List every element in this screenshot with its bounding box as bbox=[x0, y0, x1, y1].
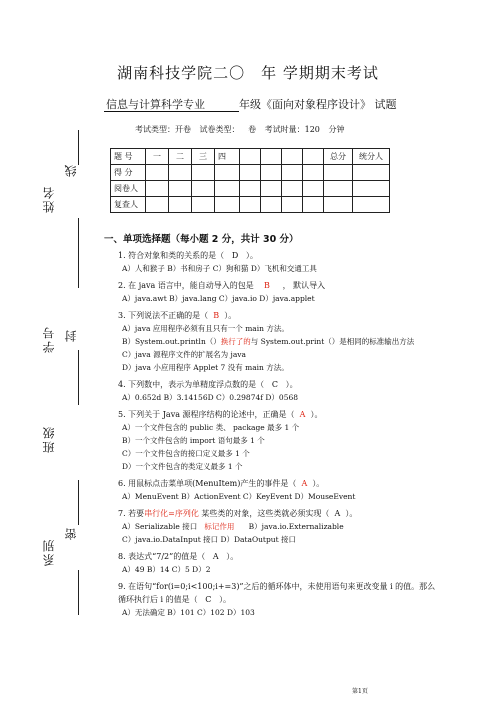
course-name: 年级《面向对象程序设计》 试题 bbox=[238, 98, 397, 111]
answer: B bbox=[213, 311, 220, 320]
table-cell: 阅卷人 bbox=[111, 181, 146, 197]
question-7-options-ab: A）Serializable 接口 标记作用 B）java.io.Externalizable bbox=[122, 522, 344, 531]
seal-line-mark: 线 bbox=[64, 165, 78, 177]
question-3-option-a: A）java 应用程序必须有且只有一个 main 方法。 bbox=[122, 324, 289, 333]
name-label: 姓名 bbox=[42, 185, 56, 213]
table-cell: 一 bbox=[146, 149, 169, 165]
table-row bbox=[111, 181, 390, 197]
question-7-options-cd: C）java.io.DataInput 接口 D）DataOutput 接口 bbox=[122, 535, 296, 544]
question-5-option-c: C）一个文件包含的接口定义最多 1 个 bbox=[122, 449, 250, 458]
seal-mark: 封 bbox=[64, 330, 78, 342]
question-8-options: A）49 B）14 C）5 D）2 bbox=[122, 565, 211, 574]
table-cell bbox=[240, 149, 261, 165]
question-2-options: A）java.awt B）java.lang C）java.io D）java.applet bbox=[122, 294, 315, 303]
answer: C bbox=[271, 380, 278, 389]
question-3-option-b: B）System.out.println（）换行了的与 System.out.print（）是相同的标准输出方法 bbox=[122, 337, 415, 346]
score-table bbox=[110, 148, 390, 213]
question-4: 4. 下列数中，表示为单精度浮点数的是（ C ）。 bbox=[118, 380, 298, 389]
question-4-options: A）0.652d B）3.14156D C）0.29874f D）0568 bbox=[122, 393, 299, 402]
question-9-line-2: 循环执行后 i 的值是（ C ）。 bbox=[118, 595, 232, 604]
section-heading: 一、单项选择题（每小题 2 分，共计 30 分） bbox=[104, 234, 299, 245]
question-1-options: A）人和猴子 B）书和房子 C）狗和猫 D）飞机和交通工具 bbox=[122, 264, 317, 273]
binding-line bbox=[78, 218, 79, 288]
question-3: 3. 下列说法不正确的是（ B ）。 bbox=[118, 311, 237, 320]
binding-line bbox=[78, 570, 79, 615]
table-cell: 复查人 bbox=[111, 197, 146, 213]
answer: D bbox=[231, 251, 239, 260]
answer: A bbox=[212, 552, 219, 561]
table-row bbox=[111, 197, 390, 213]
table-cell: 总分 bbox=[324, 149, 353, 165]
table-cell: 四 bbox=[215, 149, 240, 165]
table-cell: 得 分 bbox=[111, 165, 146, 181]
table-cell bbox=[282, 149, 303, 165]
question-3-option-c: C）java 源程序文件的扩展名为 java bbox=[122, 350, 247, 359]
table-cell: 二 bbox=[169, 149, 192, 165]
class-label: 班级 bbox=[42, 425, 56, 453]
grade-blank bbox=[207, 98, 239, 112]
table-cell: 三 bbox=[192, 149, 215, 165]
question-5-option-d: D）一个文件包含的类定义最多 1 个 bbox=[122, 462, 243, 471]
exam-title: 湖南科技学院二〇 年 学期期末考试 bbox=[117, 64, 379, 82]
binding-line bbox=[78, 350, 79, 405]
binding-line bbox=[78, 480, 79, 525]
question-8: 8. 表达式“7/2”的值是（ A ）。 bbox=[118, 552, 239, 561]
table-cell bbox=[261, 149, 282, 165]
table-cell: 题 号 bbox=[111, 149, 146, 165]
question-9-options: A）无法确定 B）101 C）102 D）103 bbox=[122, 608, 255, 617]
question-2: 2. 在 java 语言中，能自动导入的包是 B ， 默认导入 bbox=[118, 281, 326, 290]
question-5-option-b: B）一个文件包含的 import 语句最多 1 个 bbox=[122, 436, 265, 445]
exam-subtitle bbox=[104, 96, 396, 112]
answer: A bbox=[299, 410, 306, 419]
page-number: 第1页 bbox=[352, 688, 368, 695]
student-no-label: 学号 bbox=[42, 325, 56, 353]
secret-mark: 密 bbox=[64, 528, 78, 540]
binding-line bbox=[78, 130, 79, 165]
major-name: 信息与计算科学专业 bbox=[106, 98, 205, 111]
question-6: 6. 用鼠标点击菜单项(MenuItem)产生的事件是（ A ）。 bbox=[118, 479, 325, 488]
table-cell: 统分人 bbox=[353, 149, 390, 165]
table-cell bbox=[303, 149, 324, 165]
answer: A bbox=[334, 509, 341, 518]
answer: C bbox=[205, 595, 212, 604]
question-1: 1. 符合对象和类的关系的是（ D ）。 bbox=[118, 251, 258, 260]
table-header-row bbox=[111, 149, 390, 165]
answer: A bbox=[301, 479, 308, 488]
answer: B bbox=[263, 281, 270, 290]
question-6-options: A）MenuEvent B）ActionEvent C）KeyEvent D）MouseEvent bbox=[122, 492, 356, 501]
dept-label: 系别 bbox=[42, 538, 56, 566]
table-row bbox=[111, 165, 390, 181]
question-5: 5. 下列关于 Java 源程序结构的论述中，正确是（ A ）。 bbox=[118, 410, 323, 419]
question-9-line-1: 9. 在语句“for(i=0;i<100;i+=3)”之后的循环体中，未使用语句来更改变量 i 的值。那么 bbox=[118, 582, 436, 591]
question-5-option-a: A）一个文件包含的 public 类、 package 最多 1 个 bbox=[122, 423, 300, 432]
question-3-option-d: D）java 小应用程序 Applet 7 没有 main 方法。 bbox=[122, 363, 289, 372]
exam-meta: 考试类型：开卷 试卷类型： 卷 考试时量：120 分钟 bbox=[135, 125, 345, 134]
question-7: 7. 若要串行化=序列化 某些类的对象，这些类就必须实现（ A ）。 bbox=[118, 509, 358, 518]
